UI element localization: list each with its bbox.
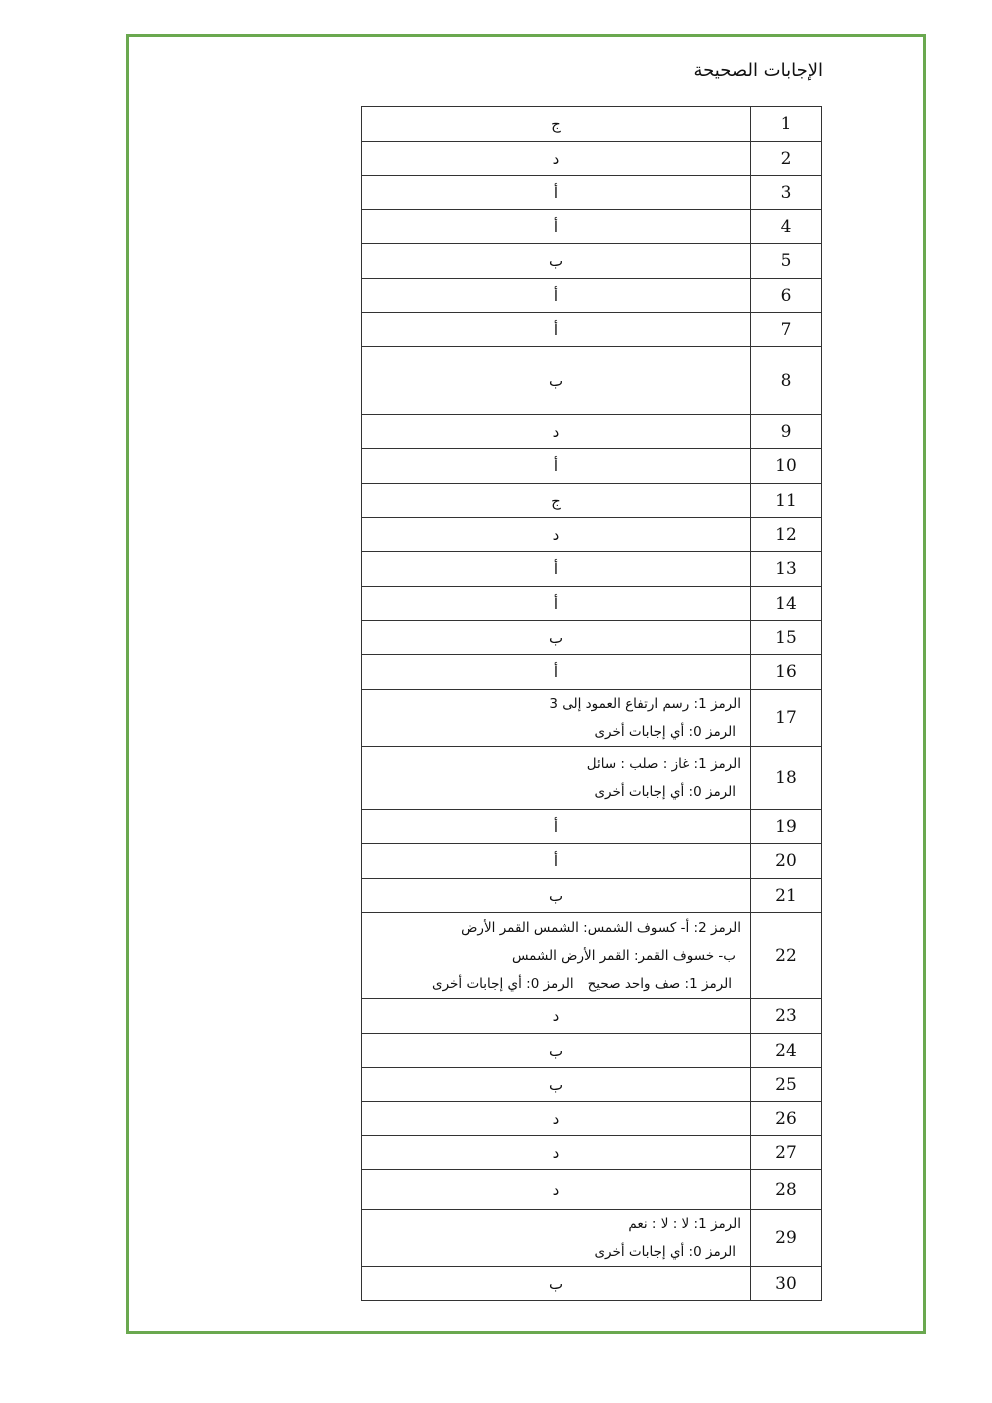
table-row [362, 1267, 822, 1301]
question-number: 2 [751, 142, 822, 176]
question-number: 4 [751, 210, 822, 244]
table-row [362, 810, 822, 844]
question-number: 26 [751, 1102, 822, 1136]
answer-letter: ب [362, 244, 751, 279]
rubric-line: الرمز 1: صف واحد صحيح [587, 975, 732, 992]
answer-letter: ب [362, 347, 751, 415]
rubric-line: الرمز 0: أي إجابات أخرى [594, 784, 736, 800]
question-number: 27 [751, 1136, 822, 1170]
table-row [362, 747, 822, 810]
question-number: 11 [751, 484, 822, 518]
question-number: 30 [751, 1267, 822, 1301]
answers-table [361, 106, 822, 1301]
question-number: 21 [751, 879, 822, 913]
question-number: 22 [751, 913, 822, 999]
question-number: 3 [751, 176, 822, 210]
question-number: 18 [751, 747, 822, 810]
answer-letter: أ [362, 210, 751, 244]
table-row [362, 879, 822, 913]
question-number: 13 [751, 552, 822, 587]
answer-letter: أ [362, 587, 751, 621]
table-row [362, 449, 822, 484]
question-number: 17 [751, 690, 822, 747]
rubric-line: الرمز 1: غاز : صلب : سائل [586, 756, 741, 772]
page-title: الإجابات الصحيحة [693, 60, 823, 81]
table-row [362, 347, 822, 415]
table-row [362, 587, 822, 621]
table-row [362, 621, 822, 655]
question-number: 5 [751, 244, 822, 279]
question-number: 29 [751, 1210, 822, 1267]
answer-letter: أ [362, 655, 751, 690]
answer-letter: أ [362, 279, 751, 313]
table-row [362, 913, 822, 999]
answer-letter: أ [362, 176, 751, 210]
answer-letter: ب [362, 879, 751, 913]
rubric-line: الرمز 2: أ- كسوف الشمس: الشمس القمر الأرض [461, 919, 741, 936]
answer-letter: ج [362, 484, 751, 518]
answer-letter: د [362, 999, 751, 1034]
table-row [362, 142, 822, 176]
table-row [362, 244, 822, 279]
answer-letter: ب [362, 621, 751, 655]
table-row [362, 999, 822, 1034]
table-row [362, 1102, 822, 1136]
answer-letter: ب [362, 1267, 751, 1301]
question-number: 10 [751, 449, 822, 484]
table-row [362, 210, 822, 244]
answer-letter: د [362, 142, 751, 176]
answer-letter: د [362, 415, 751, 449]
rubric-line: الرمز 0: أي إجابات أخرى [594, 724, 736, 740]
table-row [362, 279, 822, 313]
answer-rubric [362, 1210, 751, 1267]
question-number: 23 [751, 999, 822, 1034]
rubric-line: الرمز 0: أي إجابات أخرى [432, 975, 574, 992]
rubric-line: الرمز 1: رسم ارتفاع العمود إلى 3 [549, 696, 741, 712]
answer-letter: أ [362, 552, 751, 587]
question-number: 14 [751, 587, 822, 621]
answer-letter: ب [362, 1034, 751, 1068]
question-number: 19 [751, 810, 822, 844]
question-number: 28 [751, 1170, 822, 1210]
question-number: 20 [751, 844, 822, 879]
answer-rubric [362, 690, 751, 747]
question-number: 15 [751, 621, 822, 655]
table-row [362, 415, 822, 449]
table-row [362, 844, 822, 879]
table-row [362, 1068, 822, 1102]
question-number: 16 [751, 655, 822, 690]
answer-rubric [362, 747, 751, 810]
question-number: 25 [751, 1068, 822, 1102]
question-number: 12 [751, 518, 822, 552]
rubric-line: ب- خسوف القمر: القمر الأرض الشمس [511, 947, 736, 964]
answer-letter: د [362, 1102, 751, 1136]
table-row [362, 518, 822, 552]
answer-letter: د [362, 1136, 751, 1170]
table-row [362, 313, 822, 347]
answer-rubric [362, 913, 751, 999]
question-number: 7 [751, 313, 822, 347]
answer-letter: د [362, 1170, 751, 1210]
answer-letter: أ [362, 449, 751, 484]
table-row [362, 552, 822, 587]
question-number: 1 [751, 107, 822, 142]
answer-letter: ب [362, 1068, 751, 1102]
answer-letter: أ [362, 810, 751, 844]
rubric-line: الرمز 1: لا : لا : نعم [628, 1216, 741, 1232]
table-row [362, 484, 822, 518]
question-number: 9 [751, 415, 822, 449]
table-row [362, 655, 822, 690]
answer-letter: أ [362, 313, 751, 347]
table-row [362, 107, 822, 142]
rubric-line: الرمز 0: أي إجابات أخرى [594, 1244, 736, 1260]
question-number: 24 [751, 1034, 822, 1068]
table-row [362, 690, 822, 747]
table-row [362, 1136, 822, 1170]
question-number: 6 [751, 279, 822, 313]
answer-letter: أ [362, 844, 751, 879]
table-row [362, 1034, 822, 1068]
table-row [362, 1210, 822, 1267]
answer-letter: ج [362, 107, 751, 142]
question-number: 8 [751, 347, 822, 415]
answer-letter: د [362, 518, 751, 552]
table-row [362, 176, 822, 210]
table-row [362, 1170, 822, 1210]
